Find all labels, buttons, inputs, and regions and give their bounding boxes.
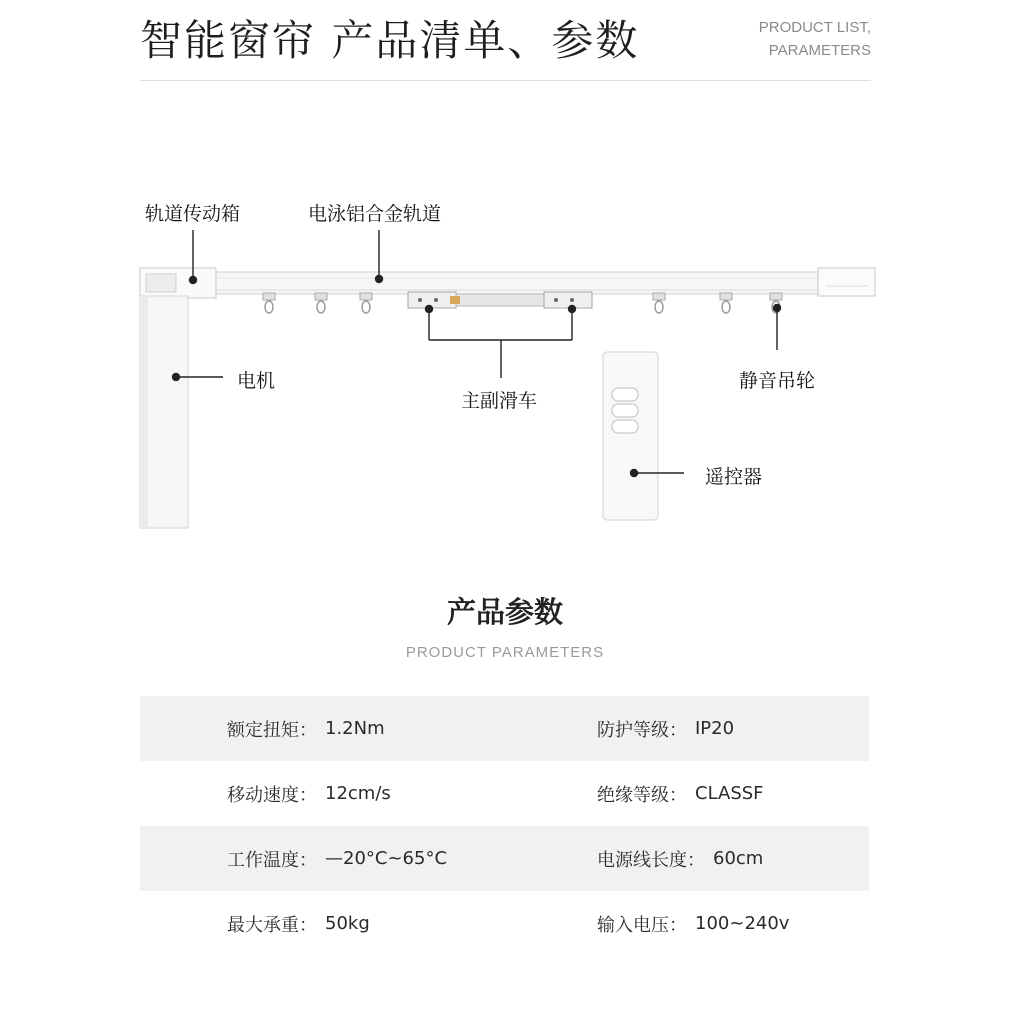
leader-lines: [173, 230, 781, 477]
param-rated-torque: [140, 716, 511, 742]
param-value: 60cm: [713, 848, 764, 869]
page-subtitle-line1: PRODUCT LIST,: [758, 19, 871, 36]
param-value: 1.2Nm: [325, 718, 385, 739]
params-row: [140, 761, 869, 826]
track-gearbox: [140, 268, 216, 298]
label-remote: 遥控器: [705, 466, 763, 488]
param-insulation-class: [511, 781, 764, 807]
param-value: CLASSF: [695, 783, 764, 804]
label-motor: 电机: [237, 370, 276, 392]
hook-wheel: [653, 293, 665, 313]
params-title: 产品参数: [446, 595, 563, 629]
param-key: 电源线长度：: [597, 849, 705, 871]
params-row: [140, 826, 869, 891]
page-title: 智能窗帘 产品清单、参数: [140, 16, 640, 65]
param-value: 100~240v: [695, 913, 790, 934]
param-key: 额定扭矩：: [227, 719, 317, 741]
remote-control: [603, 352, 658, 520]
param-key: 最大承重：: [227, 914, 317, 936]
param-key: 绝缘等级：: [597, 784, 687, 806]
param-protection-level: [511, 716, 734, 742]
param-max-load: [140, 911, 511, 937]
param-input-voltage: [511, 911, 789, 937]
params-row: [140, 696, 869, 761]
label-aluminum-track: 电泳铝合金轨道: [308, 203, 442, 225]
param-cable-length: [511, 846, 763, 872]
param-operating-temp: [140, 846, 511, 872]
master-slave-carriage: [408, 292, 592, 308]
params-table: [140, 696, 869, 956]
param-key: 防护等级：: [597, 719, 687, 741]
params-subtitle: PRODUCT PARAMETERS: [405, 644, 605, 661]
param-speed: [140, 781, 511, 807]
label-track-gearbox: 轨道传动箱: [145, 203, 241, 225]
hook-wheel: [315, 293, 327, 313]
hook-wheel: [263, 293, 275, 313]
label-carriage: 主副滑车: [461, 390, 538, 412]
param-value: IP20: [695, 718, 735, 739]
param-key: 移动速度：: [227, 784, 317, 806]
params-row: [140, 891, 869, 956]
page-subtitle-line2: PARAMETERS: [768, 42, 871, 59]
param-key: 输入电压：: [597, 914, 687, 936]
param-value: —20°C~65°C: [325, 848, 448, 869]
track-end-cap: [818, 268, 875, 296]
label-hook-wheel: 静音吊轮: [739, 370, 816, 392]
hook-wheel: [360, 293, 372, 313]
motor: [140, 296, 188, 528]
param-value: 50kg: [325, 913, 370, 934]
param-value: 12cm/s: [325, 783, 391, 804]
param-key: 工作温度：: [227, 849, 317, 871]
hook-wheel: [720, 293, 732, 313]
aluminum-track: [150, 272, 875, 294]
